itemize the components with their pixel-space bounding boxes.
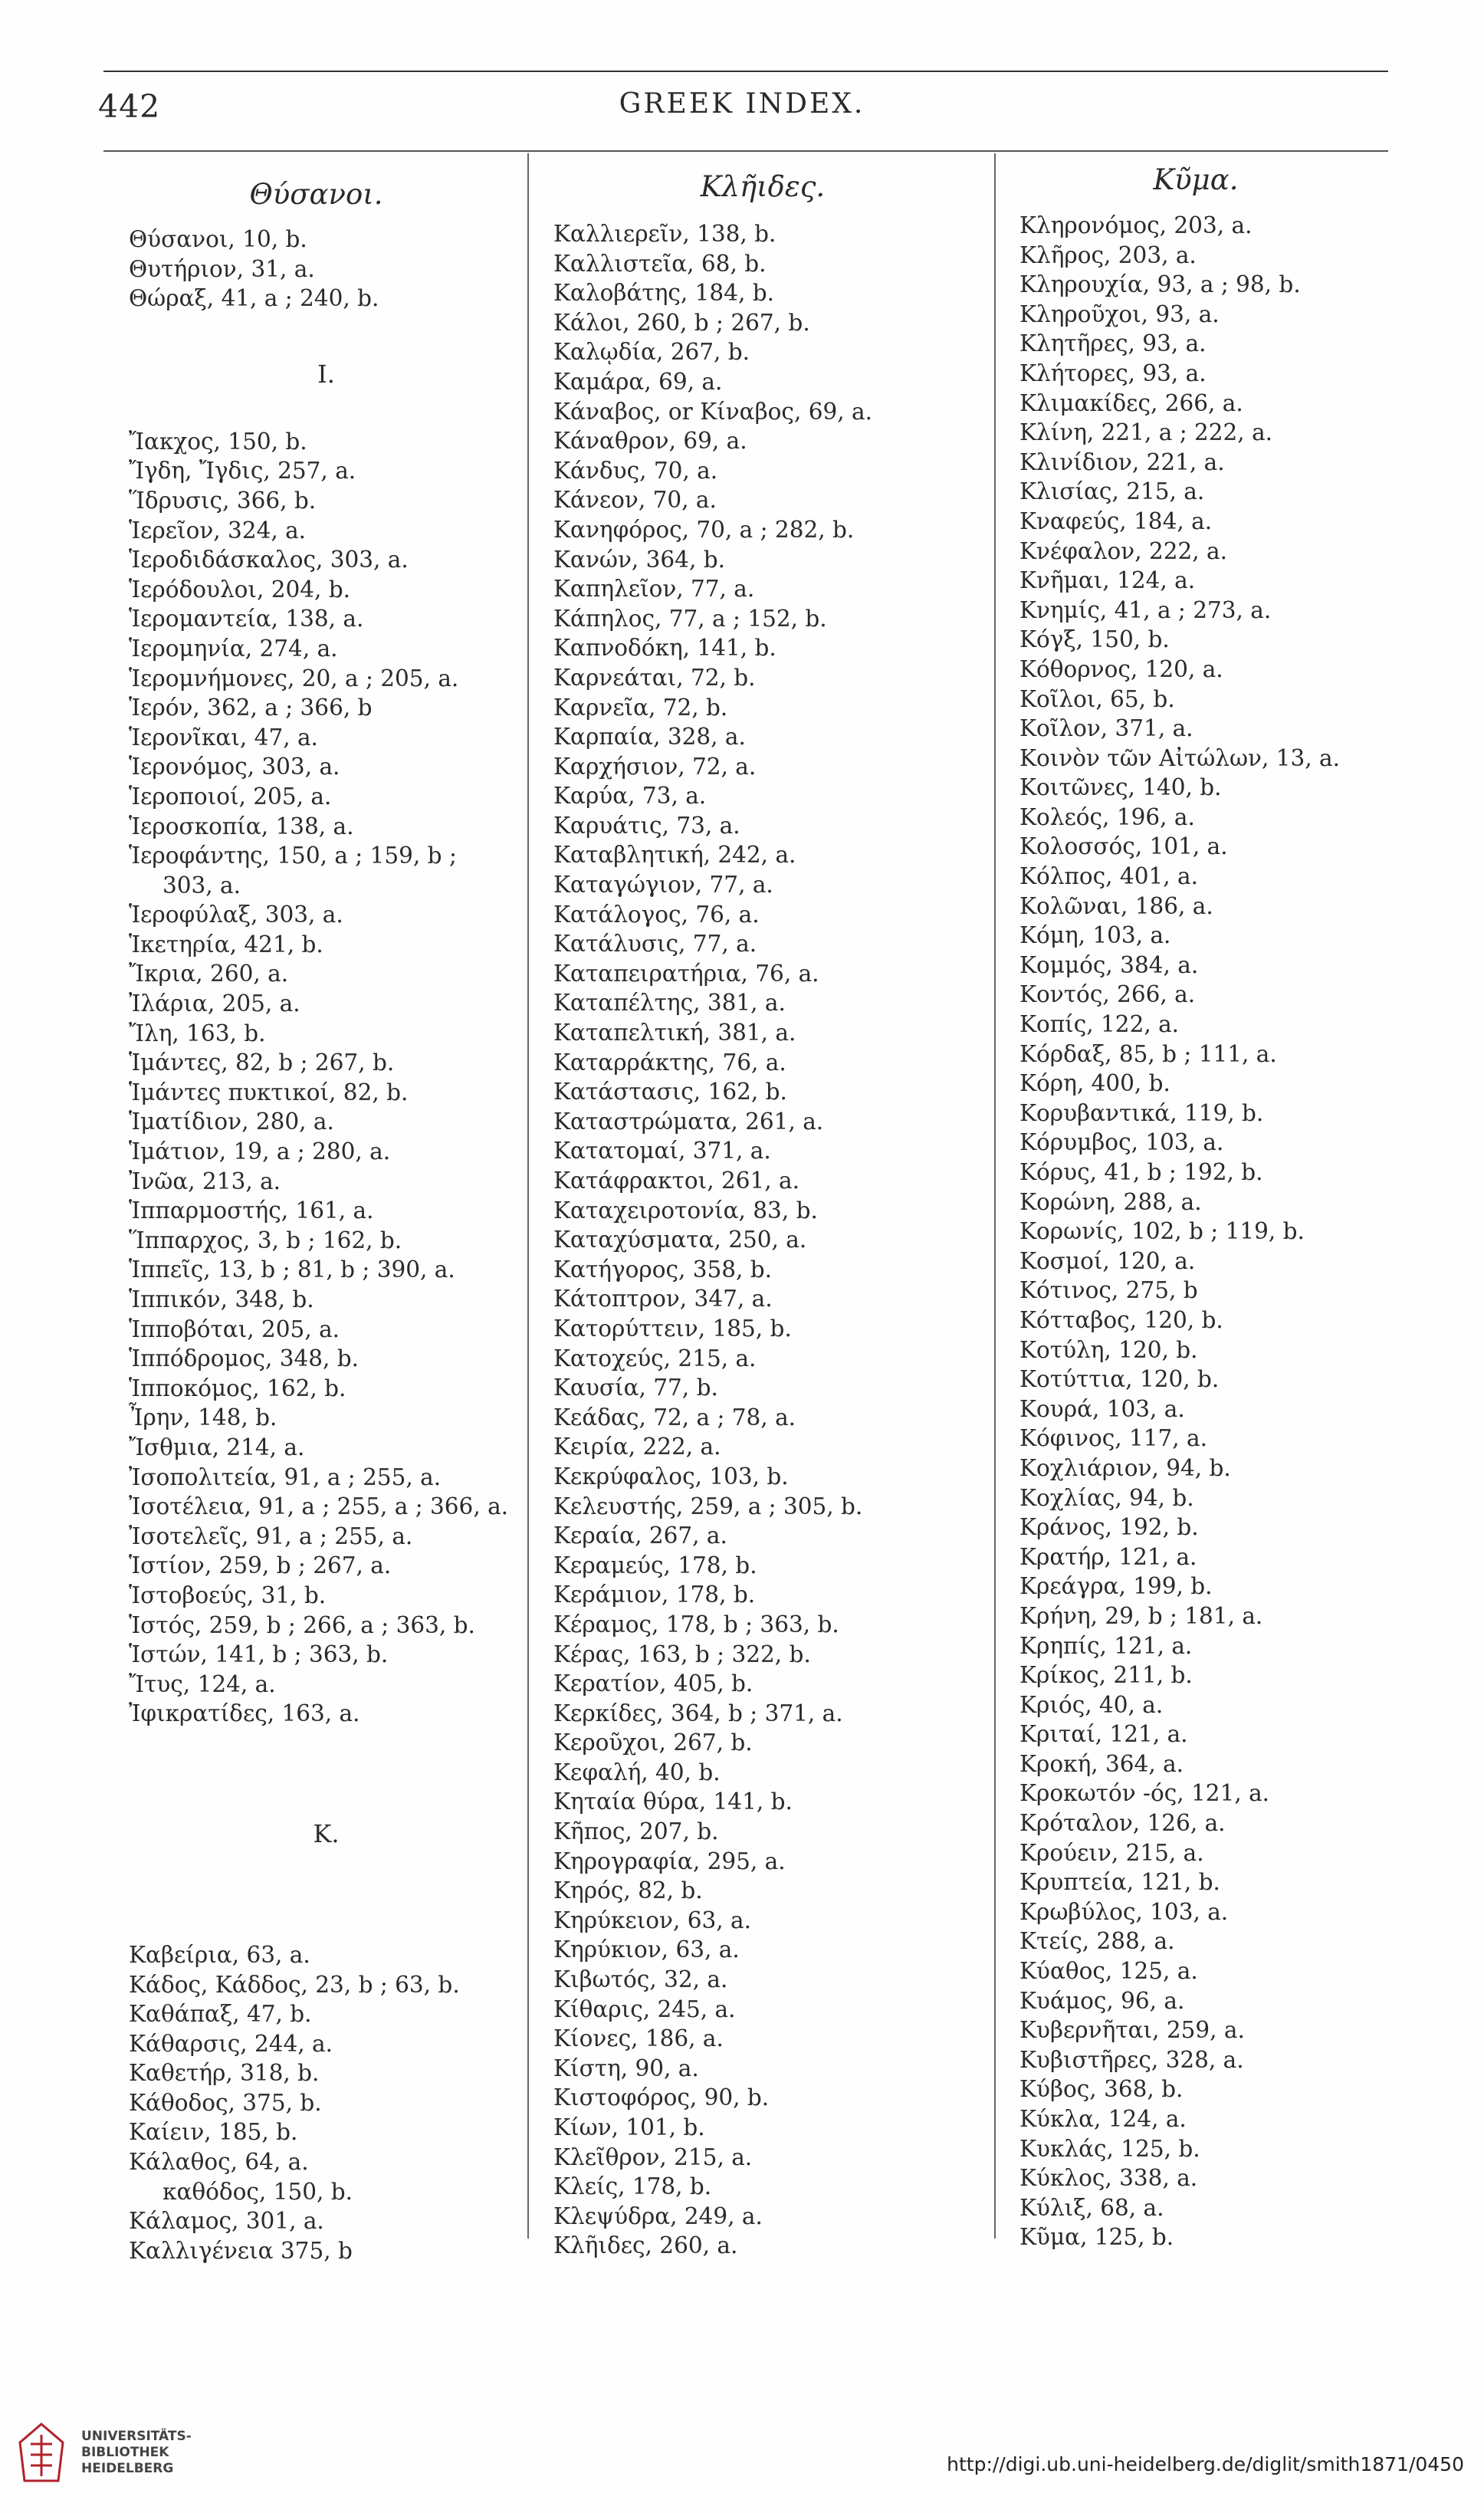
index-entry: Ἱππεῖς, 13, b ; 81, b ; 390, a. — [129, 1256, 455, 1283]
index-entry: Κουρά, 103, a. — [1019, 1395, 1185, 1422]
index-entry: Καλλιερεῖν, 138, b. — [553, 221, 776, 247]
index-entry: Καθετήρ, 318, b. — [129, 2060, 320, 2087]
index-entry: Ἱμάτιον, 19, a ; 280, a. — [129, 1138, 391, 1165]
index-entry: Καρύα, 73, a. — [553, 783, 707, 810]
index-entry: Κοντός, 266, a. — [1019, 981, 1196, 1008]
index-entry: Κόρυς, 41, b ; 192, b. — [1019, 1159, 1263, 1185]
index-entry: Κάθοδος, 375, b. — [129, 2089, 322, 2116]
index-entry: Θυτήριον, 31, a. — [129, 255, 315, 282]
index-entry: Ἱμάντες πυκτικοί, 82, b. — [129, 1079, 409, 1105]
index-entry: Ἱερομνήμονες, 20, a ; 205, a. — [129, 665, 459, 691]
left-column — [129, 225, 524, 2265]
section-heading-kappa: K. — [313, 1818, 340, 1848]
page-number: 442 — [98, 88, 161, 125]
index-entry: Κάλαμος, 301, a. — [129, 2208, 324, 2235]
index-entry: Κρωβύλος, 103, a. — [1019, 1898, 1229, 1925]
index-entry: Καλλιστεῖα, 68, b. — [553, 250, 767, 277]
index-entry: Κοχλιάριον, 94, b. — [1019, 1454, 1231, 1481]
index-entry: 303, a. — [163, 872, 241, 898]
section-heading-iota: I. — [317, 359, 335, 389]
index-entry: Κοινὸν τῶν Αἰτώλων, 13, a. — [1019, 744, 1340, 771]
index-entry: Κόμη, 103, a. — [1019, 922, 1171, 949]
index-entry: Κοτύλη, 120, b. — [1019, 1336, 1198, 1363]
index-entry: Κρίκος, 211, b. — [1019, 1662, 1193, 1689]
right-column — [1019, 211, 1395, 2252]
index-entry: Κολοσσός, 101, a. — [1019, 833, 1228, 860]
index-entry: Κηρογραφία, 295, a. — [553, 1848, 786, 1874]
index-entry: Κερατίον, 405, b. — [553, 1670, 753, 1697]
index-entry: Κνῆμαι, 124, a. — [1019, 567, 1196, 594]
source-link[interactable]: http://digi.ub.uni-heidelberg.de/diglit/smith1871/0450 — [947, 2453, 1464, 2475]
index-entry: Κιστοφόρος, 90, b. — [553, 2084, 770, 2111]
index-entry: Κεάδας, 72, a ; 78, a. — [553, 1404, 796, 1431]
index-entry: Ἱκετηρία, 421, b. — [129, 931, 323, 958]
index-entry: Κλῆιδες, 260, a. — [553, 2232, 738, 2259]
index-entry: Καρχήσιον, 72, a. — [553, 753, 757, 780]
index-entry: Καταρράκτης, 76, a. — [553, 1049, 786, 1076]
index-entry: Κύβος, 368, b. — [1019, 2076, 1184, 2103]
kappa-entries — [129, 1940, 524, 2266]
index-entry: Κομμός, 384, a. — [1019, 951, 1199, 978]
index-entry: Κότινος, 275, b — [1019, 1277, 1198, 1304]
index-entry: Ἱππαρμοστής, 161, a. — [129, 1197, 374, 1224]
index-entry: Θύσανοι, 10, b. — [129, 226, 307, 252]
top-rule — [103, 71, 1388, 72]
index-entry: Κορυβαντικά, 119, b. — [1019, 1099, 1264, 1126]
index-entry: Κιβωτός, 32, a. — [553, 1966, 728, 1993]
index-entry: Κάνδυς, 70, a. — [553, 457, 718, 484]
running-head: GREEK INDEX. — [619, 88, 865, 120]
index-entry: Κοτύττια, 120, b. — [1019, 1366, 1220, 1393]
index-entry: Καλλιγένεια 375, b — [129, 2237, 353, 2264]
university-seal-icon — [17, 2421, 66, 2485]
index-entry: Κλισίας, 215, a. — [1019, 478, 1205, 505]
index-entry: Κόρη, 400, b. — [1019, 1070, 1170, 1097]
left-column-heading: Θύσανοι. — [249, 178, 383, 211]
index-entry: Ἰνῶα, 213, a. — [129, 1168, 281, 1194]
middle-column-heading: Κλῆιδες. — [700, 170, 826, 203]
index-entry: Κειρία, 222, a. — [553, 1434, 721, 1460]
index-entry: Κεροῦχοι, 267, b. — [553, 1730, 753, 1756]
index-entry: Καταπελτική, 381, a. — [553, 1020, 796, 1046]
index-entry: Ἱερόν, 362, a ; 366, b — [129, 695, 373, 721]
index-entry: Κάτοπτρον, 347, a. — [553, 1286, 773, 1312]
index-entry: Κοιτῶνες, 140, b. — [1019, 774, 1222, 801]
index-entry: Ἱππικόν, 348, b. — [129, 1286, 314, 1312]
index-entry: Κορώνη, 288, a. — [1019, 1188, 1202, 1215]
middle-column — [553, 219, 990, 2261]
index-entry: Κοσμοί, 120, a. — [1019, 1247, 1196, 1274]
right-entries — [1019, 211, 1395, 2252]
index-entry: Κρούειν, 215, a. — [1019, 1839, 1204, 1866]
index-entry: Ἱεροσκοπία, 138, a. — [129, 813, 354, 839]
index-entry: Κύκλα, 124, a. — [1019, 2106, 1187, 2132]
index-entry: Καταστρώματα, 261, a. — [553, 1108, 824, 1135]
index-entry: Κύλιξ, 68, a. — [1019, 2194, 1164, 2221]
index-entry: Ἱππόδρομος, 348, b. — [129, 1345, 360, 1372]
index-entry: Ἵππαρχος, 3, b ; 162, b. — [129, 1227, 402, 1253]
index-entry: Κρατήρ, 121, a. — [1019, 1543, 1197, 1570]
index-entry: Κάδος, Κάδδος, 23, b ; 63, b. — [129, 1971, 460, 1998]
index-entry: Ἱερονῖκαι, 47, a. — [129, 724, 318, 751]
index-entry: Ἱμάντες, 82, b ; 267, b. — [129, 1050, 395, 1076]
index-entry: Κόρυμβος, 103, a. — [1019, 1129, 1224, 1156]
index-entry: Κλήτορες, 93, a. — [1019, 360, 1207, 386]
index-entry: Κελευστής, 259, a ; 305, b. — [553, 1493, 863, 1519]
index-entry: Κατοχεύς, 215, a. — [553, 1345, 757, 1371]
index-entry: Καρνεῖα, 72, b. — [553, 694, 728, 721]
index-entry: Καρπαία, 328, a. — [553, 724, 746, 751]
index-entry: Κυβιστῆρες, 328, a. — [1019, 2046, 1244, 2073]
index-entry: Καταχειροτονία, 83, b. — [553, 1197, 818, 1224]
index-entry: καθόδος, 150, b. — [163, 2178, 353, 2205]
index-entry: Κλιμακίδες, 266, a. — [1019, 389, 1243, 416]
index-entry: Κεράμιον, 178, b. — [553, 1582, 756, 1608]
index-entry: Κρόταλον, 126, a. — [1019, 1810, 1226, 1837]
index-entry: Καρνεάται, 72, b. — [553, 664, 756, 691]
index-entry: Ἱερονόμος, 303, a. — [129, 754, 340, 780]
index-entry: Κροκωτόν -ός, 121, a. — [1019, 1780, 1270, 1807]
index-entry: Κηρύκιον, 63, a. — [553, 1936, 740, 1963]
index-entry: Ἱερεῖον, 324, a. — [129, 517, 307, 544]
index-entry: Κρεάγρα, 199, b. — [1019, 1573, 1213, 1600]
index-entry: Καπηλεῖον, 77, a. — [553, 576, 755, 603]
index-entry: Ἴγδη, Ἴγδις, 257, a. — [129, 458, 356, 485]
index-entry: Κλεῖθρον, 215, a. — [553, 2143, 753, 2170]
index-entry: Ἱστίον, 259, b ; 267, a. — [129, 1552, 392, 1579]
index-entry: Κάναβος, or Κίναβος, 69, a. — [553, 398, 872, 425]
index-entry: Ἱερόδουλοι, 204, b. — [129, 576, 351, 603]
index-entry: Ἵδρυσις, 366, b. — [129, 487, 317, 514]
index-entry: Ἰσοπολιτεία, 91, a ; 255, a. — [129, 1463, 442, 1490]
index-entry: Καθάπαξ, 47, b. — [129, 2001, 312, 2028]
index-entry: Κέρας, 163, b ; 322, b. — [553, 1641, 811, 1667]
index-entry: Καμάρα, 69, a. — [553, 368, 723, 395]
index-entry: Κλίνη, 221, a ; 222, a. — [1019, 419, 1273, 446]
index-entry: Ἰσοτελεῖς, 91, a ; 255, a. — [129, 1523, 413, 1549]
index-entry: Ἴσθμια, 214, a. — [129, 1434, 305, 1460]
index-entry: Ἴακχος, 150, b. — [129, 428, 307, 455]
index-entry: Ἴλη, 163, b. — [129, 1020, 266, 1046]
index-entry: Ἰσοτέλεια, 91, a ; 255, a ; 366, a. — [129, 1493, 509, 1520]
column-divider-left — [527, 153, 529, 2239]
middle-entries — [553, 219, 990, 2261]
index-entry: Κόγξ, 150, b. — [1019, 626, 1170, 653]
index-entry: Κυβερνῆται, 259, a. — [1019, 2017, 1245, 2044]
index-entry: Κροκή, 364, a. — [1019, 1750, 1184, 1777]
index-entry: Κάπηλος, 77, a ; 152, b. — [553, 605, 827, 632]
iota-entries — [129, 427, 524, 1729]
index-entry: Κλητῆρες, 93, a. — [1019, 330, 1207, 357]
index-entry: Κάλοι, 260, b ; 267, b. — [553, 309, 810, 336]
index-entry: Ἱπποκόμος, 162, b. — [129, 1375, 346, 1401]
index-entry: Ἱστοβοεύς, 31, b. — [129, 1582, 327, 1608]
index-entry: Κριός, 40, a. — [1019, 1691, 1164, 1718]
index-entry: Ἱεροφύλαξ, 303, a. — [129, 902, 343, 928]
index-entry: Κυκλάς, 125, b. — [1019, 2135, 1200, 2162]
index-entry: Κράνος, 192, b. — [1019, 1514, 1199, 1541]
index-entry: Κότταβος, 120, b. — [1019, 1306, 1223, 1333]
index-entry: Κατάφρακτοι, 261, a. — [553, 1168, 799, 1194]
index-entry: Κατάλογος, 76, a. — [553, 901, 760, 928]
index-entry: Καταγώγιον, 77, a. — [553, 872, 773, 898]
index-entry: Ἱερομηνία, 274, a. — [129, 635, 338, 662]
index-entry: Κόθορνος, 120, a. — [1019, 655, 1223, 682]
index-entry: Κληρουχία, 93, a ; 98, b. — [1019, 271, 1301, 298]
index-entry: Κάθαρσις, 244, a. — [129, 2030, 333, 2057]
index-entry: Κρήνη, 29, b ; 181, a. — [1019, 1602, 1263, 1629]
index-entry: Κλεψύδρα, 249, a. — [553, 2203, 763, 2229]
index-entry: Ἱστός, 259, b ; 266, a ; 363, b. — [129, 1611, 475, 1638]
index-entry: Κατατομαί, 371, a. — [553, 1138, 771, 1165]
right-column-heading: Κῦμα. — [1153, 163, 1239, 196]
index-entry: Ἱεροποιοί, 205, a. — [129, 783, 332, 810]
index-entry: Κλινίδιον, 221, a. — [1019, 448, 1225, 475]
index-entry: Κορωνίς, 102, b ; 119, b. — [1019, 1218, 1305, 1245]
index-entry: Ἱματίδιον, 280, a. — [129, 1109, 334, 1135]
index-entry: Κάλαθος, 64, a. — [129, 2149, 309, 2176]
index-entry: Κριταί, 121, a. — [1019, 1721, 1188, 1748]
index-entry: Κόλπος, 401, a. — [1019, 863, 1198, 890]
index-entry: Καβείρια, 63, a. — [129, 1941, 310, 1968]
index-entry: Κίων, 101, b. — [553, 2114, 705, 2140]
index-entry: Κερκίδες, 364, b ; 371, a. — [553, 1700, 843, 1726]
index-entry: Κοπίς, 122, a. — [1019, 1011, 1180, 1038]
index-entry: Κίθαρις, 245, a. — [553, 1996, 736, 2022]
index-entry: Ἱεροφάντης, 150, a ; 159, b ; — [129, 843, 457, 869]
index-entry: Κρυπτεία, 121, b. — [1019, 1869, 1220, 1896]
index-entry: Καίειν, 185, b. — [129, 2119, 298, 2146]
index-entry: Κάνεον, 70, a. — [553, 487, 717, 514]
theta-entries — [129, 225, 524, 314]
library-name: UNIVERSITÄTS- BIBLIOTHEK HEIDELBERG — [81, 2429, 192, 2476]
index-entry: Κεφαλή, 40, b. — [553, 1759, 721, 1785]
index-entry: Κόφινος, 117, a. — [1019, 1425, 1208, 1452]
index-entry: Καταβλητική, 242, a. — [553, 842, 796, 869]
index-entry: Κέραμος, 178, b ; 363, b. — [553, 1611, 839, 1638]
index-entry: Καρυάτις, 73, a. — [553, 812, 740, 839]
index-entry: Κατάλυσις, 77, a. — [553, 931, 757, 958]
index-entry: Κηρύκειον, 63, a. — [553, 1907, 751, 1933]
index-entry: Κηρός, 82, b. — [553, 1877, 703, 1904]
index-entry: Κανηφόρος, 70, a ; 282, b. — [553, 516, 855, 543]
index-entry: Κεκρύφαλος, 103, b. — [553, 1463, 789, 1490]
index-entry: Κοῖλοι, 65, b. — [1019, 685, 1175, 712]
index-entry: Κάναθρον, 69, a. — [553, 428, 747, 455]
index-entry: Κῦμα, 125, b. — [1019, 2224, 1174, 2251]
index-entry: Ἱστών, 141, b ; 363, b. — [129, 1641, 389, 1668]
index-entry: Κατάστασις, 162, b. — [553, 1079, 787, 1105]
index-entry: Κόρδαξ, 85, b ; 111, a. — [1019, 1040, 1277, 1067]
header-rule — [103, 150, 1388, 152]
index-entry: Κῆπος, 207, b. — [553, 1818, 719, 1845]
index-entry: Καλοβάτης, 184, b. — [553, 280, 774, 307]
index-entry: Ἰλάρια, 205, a. — [129, 990, 300, 1017]
index-entry: Κατορύττειν, 185, b. — [553, 1315, 792, 1342]
index-entry: Ἱερομαντεία, 138, a. — [129, 606, 364, 632]
index-entry: Κληροῦχοι, 93, a. — [1019, 301, 1220, 327]
index-entry: Κλῆρος, 203, a. — [1019, 241, 1197, 268]
index-entry: Ἶρην, 148, b. — [129, 1404, 277, 1431]
index-entry: Κοχλίας, 94, b. — [1019, 1484, 1194, 1511]
index-entry: Ἱπποβόται, 205, a. — [129, 1316, 340, 1342]
index-entry: Κολῶναι, 186, a. — [1019, 892, 1213, 919]
index-entry: Ἱεροδιδάσκαλος, 303, a. — [129, 547, 409, 573]
index-entry: Κύαθος, 125, a. — [1019, 1958, 1198, 1985]
column-divider-right — [994, 153, 996, 2239]
index-entry: Κνέφαλον, 222, a. — [1019, 537, 1228, 564]
index-entry: Κτείς, 288, a. — [1019, 1928, 1175, 1955]
index-entry: Κεραμεύς, 178, b. — [553, 1552, 757, 1578]
index-entry: Καπνοδόκη, 141, b. — [553, 635, 776, 662]
index-entry: Κλείς, 178, b. — [553, 2173, 712, 2200]
index-entry: Κύκλος, 338, a. — [1019, 2165, 1198, 2192]
index-entry: Κληρονόμος, 203, a. — [1019, 212, 1253, 238]
index-entry: Κίστη, 90, a. — [553, 2055, 699, 2081]
index-entry: Κατήγορος, 358, b. — [553, 1256, 773, 1283]
index-entry: Κυάμος, 96, a. — [1019, 1987, 1185, 2014]
index-entry: Ἰφικρατίδες, 163, a. — [129, 1700, 360, 1727]
index-entry: Καυσία, 77, b. — [553, 1375, 718, 1401]
index-entry: Καταπειρατήρια, 76, a. — [553, 960, 819, 987]
index-entry: Κίονες, 186, a. — [553, 2025, 724, 2052]
index-entry: Κεραία, 267, a. — [553, 1523, 727, 1549]
index-entry: Καλῳδία, 267, b. — [553, 339, 750, 366]
index-entry: Θώραξ, 41, a ; 240, b. — [129, 285, 379, 312]
index-entry: Κνημίς, 41, a ; 273, a. — [1019, 596, 1272, 623]
index-entry: Ἴκρια, 260, a. — [129, 961, 289, 987]
index-entry: Κναφεύς, 184, a. — [1019, 508, 1213, 534]
index-entry: Κοῖλον, 371, a. — [1019, 715, 1193, 742]
index-entry: Κολεός, 196, a. — [1019, 803, 1195, 830]
index-entry: Ἴτυς, 124, a. — [129, 1670, 276, 1697]
index-entry: Κηταία θύρα, 141, b. — [553, 1789, 793, 1815]
index-entry: Κανών, 364, b. — [553, 546, 725, 573]
index-entry: Καταχύσματα, 250, a. — [553, 1227, 807, 1253]
index-entry: Κρηπίς, 121, a. — [1019, 1632, 1193, 1659]
index-entry: Καταπέλτης, 381, a. — [553, 990, 786, 1017]
